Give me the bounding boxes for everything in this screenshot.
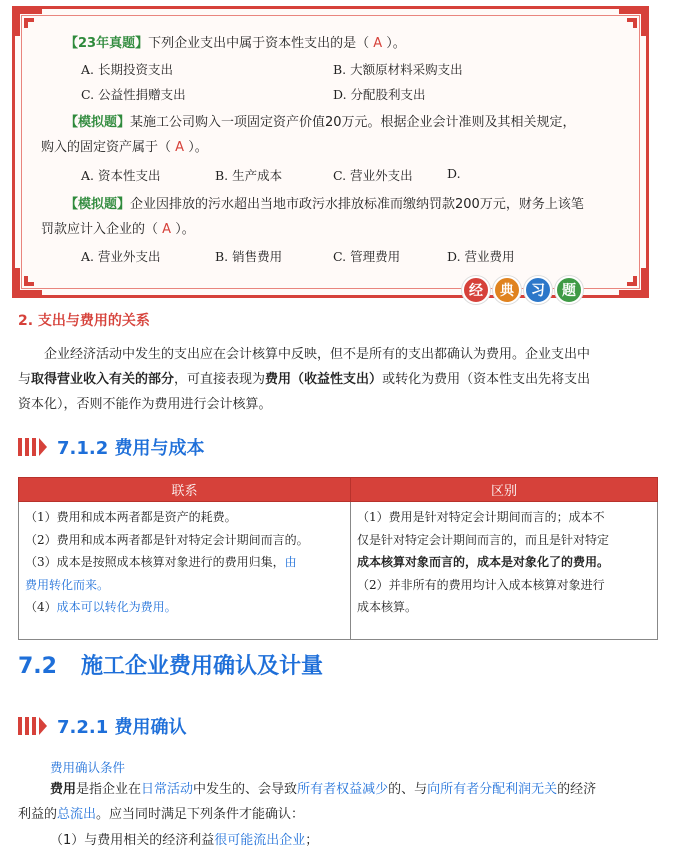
difference-item-1: （1）费用是针对特定会计期间而言的；成本不 xyxy=(357,510,605,524)
text-run: （1）与费用相关的经济利益 xyxy=(50,833,215,848)
question-1-answer: A xyxy=(373,36,383,51)
question-3-option-b: B. 销售费用 xyxy=(215,249,283,264)
table-cell-relation xyxy=(19,502,351,640)
section-number: 7.2 xyxy=(18,654,57,679)
corner-ornament-icon xyxy=(12,264,46,298)
expense-cost-table xyxy=(18,477,658,640)
question-2-close: ）。 xyxy=(188,140,208,155)
paragraph-line-2 xyxy=(18,802,666,827)
classic-exercise-badges xyxy=(462,276,583,304)
difference-item-2-cont: 成本核算。 xyxy=(357,600,418,614)
highlight-run: 很可能流出企业 xyxy=(214,833,306,848)
question-3-option-a: A. 营业外支出 xyxy=(81,249,161,264)
question-2-option-c: C. 营业外支出 xyxy=(333,168,413,183)
question-3-option-d: D. 营业费用 xyxy=(447,249,515,264)
question-3-close: ）。 xyxy=(175,222,195,237)
table-cell-difference xyxy=(351,502,658,640)
question-3-answer: A xyxy=(162,222,172,237)
badge-char-1: 经 xyxy=(462,276,490,304)
difference-item-2: （2）并非所有的费用均计入成本核算对象进行 xyxy=(357,577,605,592)
question-3-stem-line2 xyxy=(41,220,195,240)
question-2-stem-line1 xyxy=(65,113,576,133)
text-run: 是指企业在 xyxy=(76,782,142,797)
question-3-text: 企业因排放的污水超出当地市政污水排放标准而缴纳罚款200万元，财务上该笔 xyxy=(130,197,584,212)
section-7-1-2-heading xyxy=(18,434,205,460)
paragraph-line-1: 企业经济活动中发生的支出应在会计核算中反映，但不是所有的支出都确认为费用。企业支出中 xyxy=(44,347,591,362)
corner-ornament-icon xyxy=(615,264,649,298)
paragraph-line-1 xyxy=(18,777,666,802)
table-header-difference: 区别 xyxy=(351,478,658,502)
text-run: （4） xyxy=(25,600,57,614)
expense-relation-paragraph xyxy=(18,342,666,417)
subsection-heading: 2. 支出与费用的关系 xyxy=(18,313,150,329)
highlight-run: 日常活动 xyxy=(141,782,194,797)
relation-item-4 xyxy=(25,596,344,619)
text-run: ，可直接表现为 xyxy=(174,372,266,387)
highlight-run: 由 xyxy=(284,555,297,569)
question-3-stem-line1 xyxy=(65,195,584,215)
question-1-option-d: D. 分配股利支出 xyxy=(333,87,426,102)
exercise-box xyxy=(12,6,649,298)
question-1-stem xyxy=(65,34,406,54)
text-run: 或转化为费用（资本性支出先将支出 xyxy=(382,372,591,387)
section-title: 7.2.1 费用确认 xyxy=(57,717,187,738)
expense-conditions-heading: 费用确认条件 xyxy=(50,760,126,775)
question-2-answer: A xyxy=(175,140,185,155)
question-3-tag: 【模拟题】 xyxy=(65,197,131,212)
bold-run: 费用（收益性支出） xyxy=(265,372,383,387)
highlight-run: 总流出 xyxy=(57,807,97,822)
question-2-stem-line2 xyxy=(41,138,208,158)
relation-item-3 xyxy=(25,551,344,574)
section-title: 施工企业费用确认及计量 xyxy=(80,654,323,679)
text-run: （3）成本是按照成本核算对象进行的费用归集， xyxy=(25,555,285,569)
section-7-2-heading xyxy=(18,649,323,680)
question-3-text-2: 罚款应计入企业的（ xyxy=(41,222,159,237)
question-1-option-b: B. 大额原材料采购支出 xyxy=(333,62,463,77)
table-header-row xyxy=(19,478,658,502)
relation-item-3-cont: 费用转化而来。 xyxy=(25,577,110,592)
question-1-option-a: A. 长期投资支出 xyxy=(81,62,173,77)
text-run: 利益的 xyxy=(18,807,58,822)
expense-definition-paragraph xyxy=(18,777,666,827)
question-2-option-b: B. 生产成本 xyxy=(215,168,283,183)
question-2-text: 某施工公司购入一项固定资产价值20万元。根据企业会计准则及其相关规定， xyxy=(130,115,576,130)
question-3-option-c: C. 管理费用 xyxy=(333,249,401,264)
section-marker-icon xyxy=(18,717,47,735)
corner-ornament-icon xyxy=(12,6,46,40)
paragraph-line-3: 资本化），否则不能作为费用进行会计核算。 xyxy=(18,397,272,412)
text-run: 的经济 xyxy=(557,782,597,797)
highlight-run: 向所有者分配利润无关 xyxy=(427,782,558,797)
section-title: 7.1.2 费用与成本 xyxy=(57,438,205,459)
question-2-option-d: D. xyxy=(447,166,461,181)
table-header-relation: 联系 xyxy=(19,478,351,502)
highlight-run: 成本可以转化为费用。 xyxy=(56,600,177,614)
question-2-tag: 【模拟题】 xyxy=(65,115,131,130)
question-1-tag: 【23年真题】 xyxy=(65,36,149,51)
question-2-option-a: A. 资本性支出 xyxy=(81,168,161,183)
section-7-2-1-heading xyxy=(18,713,187,739)
condition-item-1 xyxy=(50,829,318,848)
text-run: 。应当同时满足下列条件才能确认： xyxy=(96,807,305,822)
question-1-close: ）。 xyxy=(386,36,406,51)
question-1-text: 下列企业支出中属于资本性支出的是（ xyxy=(148,36,370,51)
bold-run: 费用 xyxy=(50,782,77,797)
relation-item-1: （1）费用和成本两者都是资产的耗费。 xyxy=(25,510,237,524)
question-1-option-c: C. 公益性捐赠支出 xyxy=(81,87,186,102)
text-run: 与 xyxy=(18,372,32,387)
text-run: ； xyxy=(305,833,319,848)
badge-char-2: 典 xyxy=(493,276,521,304)
question-2-text-2: 购入的固定资产属于（ xyxy=(41,140,172,155)
relation-item-2: （2）费用和成本两者都是针对特定会计期间而言的。 xyxy=(25,532,309,547)
badge-char-4: 题 xyxy=(555,276,583,304)
section-marker-icon xyxy=(18,438,47,456)
highlight-run: 所有者权益减少 xyxy=(297,782,389,797)
corner-ornament-icon xyxy=(615,6,649,40)
difference-item-1-cont: 仅是针对特定会计期间而言的，而且是针对特定 xyxy=(357,532,610,547)
table-row xyxy=(19,502,658,640)
difference-item-1-cont: 成本核算对象而言的，成本是对象化了的费用。 xyxy=(357,555,610,569)
text-run: 的、与 xyxy=(388,782,428,797)
badge-char-3: 习 xyxy=(524,276,552,304)
bold-run: 取得营业收入有关的部分 xyxy=(31,372,175,387)
text-run: 中发生的、会导致 xyxy=(193,782,298,797)
paragraph-line-2 xyxy=(18,367,666,392)
